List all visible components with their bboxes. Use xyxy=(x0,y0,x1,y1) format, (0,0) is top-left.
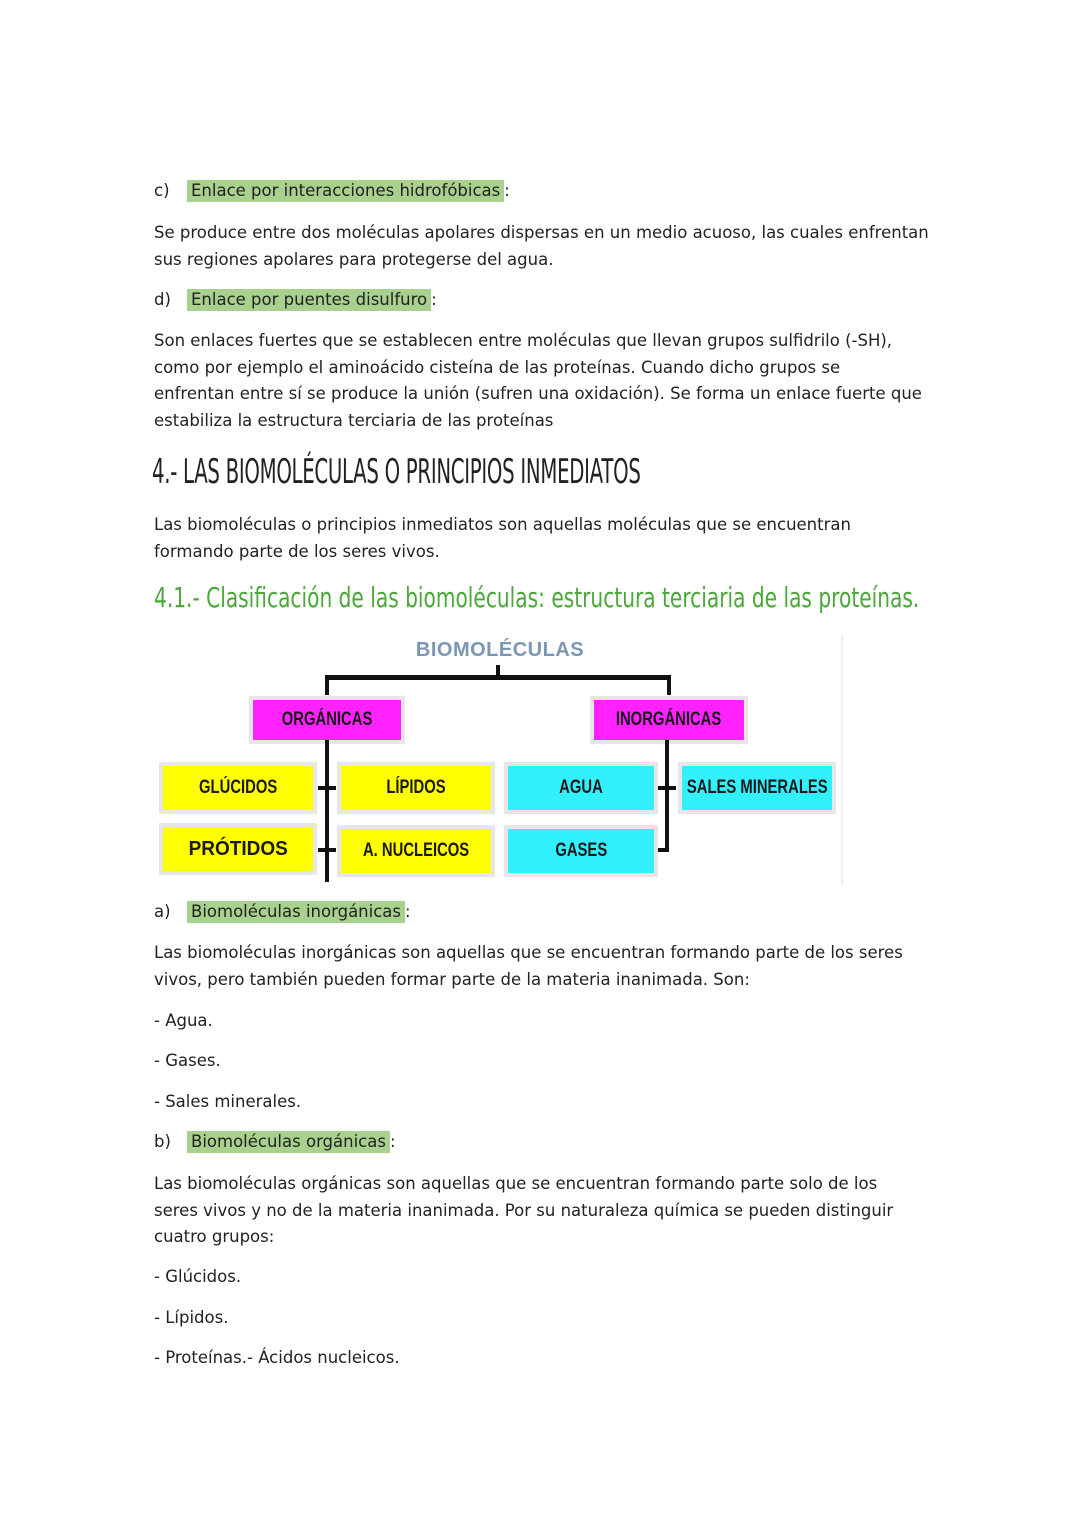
list-item: - Sales minerales. xyxy=(154,1092,302,1111)
organicas-tick-2 xyxy=(318,848,336,852)
section-b-heading xyxy=(154,1129,396,1156)
nucleicos-box xyxy=(341,829,491,873)
section-a-title: Biomoléculas inorgánicas xyxy=(187,901,405,923)
section-a-heading xyxy=(154,899,411,926)
organicas-label: ORGÁNICAS xyxy=(281,709,373,730)
list-item: - Proteínas.- Ácidos nucleicos. xyxy=(154,1348,400,1367)
section-a-text xyxy=(154,940,934,993)
section-b-colon: : xyxy=(389,1132,396,1151)
section-4-1-heading: 4.1.- Clasificación de las biomoléculas: estructura terciaria de las proteínas. xyxy=(154,581,920,614)
section-c-heading xyxy=(154,178,510,205)
lipidos-box xyxy=(341,766,491,810)
section-a-paragraph: Las biomoléculas inorgánicas son aquellas que se encuentran formando parte de los seres vivos, pero también pueden formar parte de la materia inanimada. Son: xyxy=(154,943,903,989)
section-c-text xyxy=(154,220,934,273)
biomolecules-diagram xyxy=(155,635,845,885)
section-d-label: d) xyxy=(154,290,171,309)
section-d-heading xyxy=(154,287,437,314)
inorganicas-label: INORGÁNICAS xyxy=(616,709,722,730)
left-drop xyxy=(325,675,329,695)
section-c-colon: : xyxy=(504,181,510,200)
glucidos-label: GLÚCIDOS xyxy=(198,777,278,798)
list-item: - Lípidos. xyxy=(154,1308,229,1327)
section-d-text xyxy=(154,328,924,434)
inorganicas-end xyxy=(655,848,669,852)
organicas-tick-1 xyxy=(318,786,336,790)
inorganicas-vertical xyxy=(665,740,669,852)
agua-box xyxy=(508,766,654,810)
section-a-label: a) xyxy=(154,902,171,921)
diagram-title: BIOMOLÉCULAS xyxy=(415,639,585,661)
gases-label: GASES xyxy=(555,840,607,861)
section-b-text xyxy=(154,1171,914,1251)
intro-paragraph: Las biomoléculas o principios inmediatos son aquellas moléculas que se encuentran formando parte de los seres vivos. xyxy=(154,515,851,561)
sales-label: SALES MINERALES xyxy=(686,777,828,798)
section-d-colon: : xyxy=(431,290,437,309)
organicas-vertical xyxy=(325,740,329,882)
diagram-border xyxy=(841,635,843,885)
section-4-heading: 4.- LAS BIOMOLÉCULAS O PRINCIPIOS INMEDIATOS xyxy=(152,452,641,492)
agua-label: AGUA xyxy=(559,777,603,798)
section-d-title: Enlace por puentes disulfuro xyxy=(187,289,431,311)
organicas-box xyxy=(253,700,401,740)
section-c-paragraph: Se produce entre dos moléculas apolares dispersas en un medio acuoso, las cuales enfrentan sus regiones apolares para protegerse del agua. xyxy=(154,223,929,269)
list-item: - Agua. xyxy=(154,1011,213,1030)
protidos-label: PRÓTIDOS xyxy=(188,837,288,860)
section-b-title: Biomoléculas orgánicas xyxy=(187,1131,390,1153)
intro-text xyxy=(154,512,924,565)
section-c-title: Enlace por interacciones hidrofóbicas xyxy=(187,180,504,202)
inorganicas-box xyxy=(594,700,744,740)
section-a-colon: : xyxy=(405,902,411,921)
section-d-paragraph: Son enlaces fuertes que se establecen entre moléculas que llevan grupos sulfidrilo (-SH), como por ejemplo el aminoácido cisteína de las proteínas. Cuando dicho grupos se enfrentan entre sí se produce la unión (sufren una oxidación). Se forma un enlace fuerte que estabiliza la estructura terciaria de las proteínas xyxy=(154,331,922,430)
section-b-paragraph: Las biomoléculas orgánicas son aquellas que se encuentran formando parte solo de los seres vivos y no de la materia inanimada. Por su naturaleza química se pueden distinguir cuatro grupos: xyxy=(154,1174,894,1246)
section-c-label: c) xyxy=(154,181,170,200)
list-item: - Gases. xyxy=(154,1051,221,1070)
section-b-label: b) xyxy=(154,1132,171,1151)
lipidos-label: LÍPIDOS xyxy=(386,777,446,798)
nucleicos-label: A. NUCLEICOS xyxy=(362,840,470,861)
sales-box xyxy=(682,766,832,810)
glucidos-box xyxy=(163,766,313,810)
inorganicas-tick xyxy=(658,786,676,790)
list-item: - Glúcidos. xyxy=(154,1267,242,1286)
top-bar xyxy=(325,675,671,680)
protidos-box xyxy=(163,827,313,871)
gases-box xyxy=(508,829,654,873)
right-drop xyxy=(667,675,671,695)
